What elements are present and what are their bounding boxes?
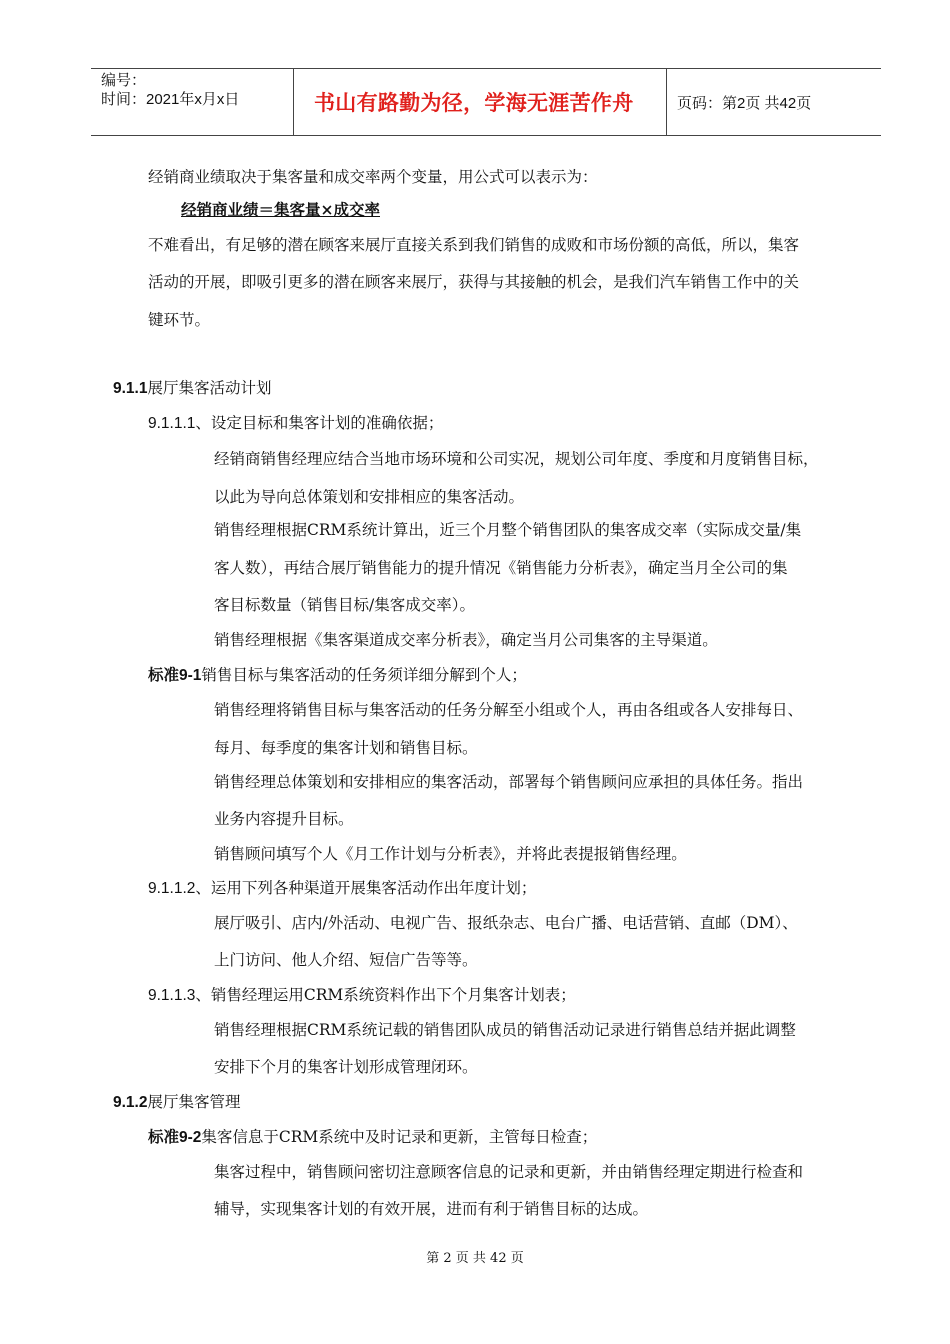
s9111-p1-line1: 经销商销售经理应结合当地市场环境和公司实况，规划公司年度、季度和月度销售目标， <box>214 450 819 468</box>
std91-p2-line1: 销售经理总体策划和安排相应的集客活动，部署每个销售顾问应承担的具体任务。指出 <box>214 773 804 791</box>
time-label: 时间：2021年x月x日 <box>101 91 240 108</box>
header-motto-cell <box>293 69 667 135</box>
header-table <box>91 68 881 136</box>
subsection-title: 、运用下列各种渠道开展集客活动作出年度计划； <box>195 879 537 897</box>
standard-text: 集客信息于CRM系统中及时记录和更新，主管每日检查； <box>201 1128 598 1146</box>
formula: 经销商业绩＝集客量×成交率 <box>181 200 380 219</box>
header-page-info: 页码：第2页 共42页 <box>677 94 812 112</box>
s9112-p1-line1: 展厅吸引、店内/外活动、电视广告、报纸杂志、电台广播、电话营销、直邮（DM）、 <box>214 914 798 932</box>
std91-p3: 销售顾问填写个人《月工作计划与分析表》，并将此表提报销售经理。 <box>214 845 687 863</box>
para1-line3: 键环节。 <box>148 311 211 329</box>
section-9-1-2-heading <box>113 1090 241 1112</box>
page-footer: 第 2 页 共 42 页 <box>426 1251 524 1266</box>
header-left-cell <box>91 69 293 135</box>
subsection-number: 9.1.1.3 <box>148 987 196 1004</box>
std91-p1-line1: 销售经理将销售目标与集客活动的任务分解至小组或个人，再由各组或各人安排每日、 <box>214 701 804 719</box>
std92-p1-line1: 集客过程中，销售顾问密切注意顾客信息的记录和更新，并由销售经理定期进行检查和 <box>214 1163 804 1181</box>
section-number: 9.1.2 <box>113 1094 148 1111</box>
standard-label: 标准9-2 <box>148 1129 202 1146</box>
section-title: 展厅集客管理 <box>147 1093 241 1111</box>
std92-p1-line2: 辅导，实现集客计划的有效开展，进而有利于销售目标的达成。 <box>214 1200 649 1218</box>
subsection-title: 、销售经理运用CRM系统资料作出下个月集客计划表； <box>195 986 576 1004</box>
subsection-number: 9.1.1.2 <box>148 880 196 897</box>
motto: 书山有路勤为径，学海无涯苦作舟 <box>314 90 634 115</box>
number-label: 编号： <box>101 72 147 89</box>
standard-text: 销售目标与集客活动的任务须详细分解到个人； <box>201 666 527 684</box>
para1-line2: 活动的开展，即吸引更多的潜在顾客来展厅，获得与其接触的机会，是我们汽车销售工作中的关 <box>148 273 800 291</box>
std91-p2-line2: 业务内容提升目标。 <box>214 810 354 828</box>
section-title: 展厅集客活动计划 <box>147 379 272 397</box>
s9113-p1-line2: 安排下个月的集客计划形成管理闭环。 <box>214 1058 478 1076</box>
standard-label: 标准9-1 <box>148 667 202 684</box>
s9111-p2-line2: 客人数），再结合展厅销售能力的提升情况《销售能力分析表》，确定当月全公司的集 <box>214 559 788 577</box>
subsection-9-1-1-3-heading <box>148 983 576 1005</box>
std91-p1-line2: 每月、每季度的集客计划和销售目标。 <box>214 739 478 757</box>
s9111-p1-line2: 以此为导向总体策划和安排相应的集客活动。 <box>214 488 525 506</box>
intro-text: 经销商业绩取决于集客量和成交率两个变量，用公式可以表示为： <box>148 168 598 186</box>
s9112-p1-line2: 上门访问、他人介绍、短信广告等等。 <box>214 951 478 969</box>
standard-9-1 <box>148 663 527 685</box>
s9111-p2-line3: 客目标数量（销售目标/集客成交率）。 <box>214 596 475 614</box>
subsection-9-1-1-2-heading <box>148 876 536 898</box>
section-number: 9.1.1 <box>113 380 148 397</box>
s9111-p2-line1: 销售经理根据CRM系统计算出，近三个月整个销售团队的集客成交率（实际成交量/集 <box>214 521 802 539</box>
para1-line1: 不难看出，有足够的潜在顾客来展厅直接关系到我们销售的成败和市场份额的高低，所以，集客 <box>148 236 800 254</box>
s9111-p3: 销售经理根据《集客渠道成交率分析表》，确定当月公司集客的主导渠道。 <box>214 631 718 649</box>
subsection-9-1-1-1-heading <box>148 411 443 433</box>
s9113-p1-line1: 销售经理根据CRM系统记载的销售团队成员的销售活动记录进行销售总结并据此调整 <box>214 1021 796 1039</box>
standard-9-2 <box>148 1125 597 1147</box>
section-9-1-1-heading <box>113 376 272 398</box>
subsection-number: 9.1.1.1 <box>148 415 196 432</box>
subsection-title: 、设定目标和集客计划的准确依据； <box>195 414 444 432</box>
